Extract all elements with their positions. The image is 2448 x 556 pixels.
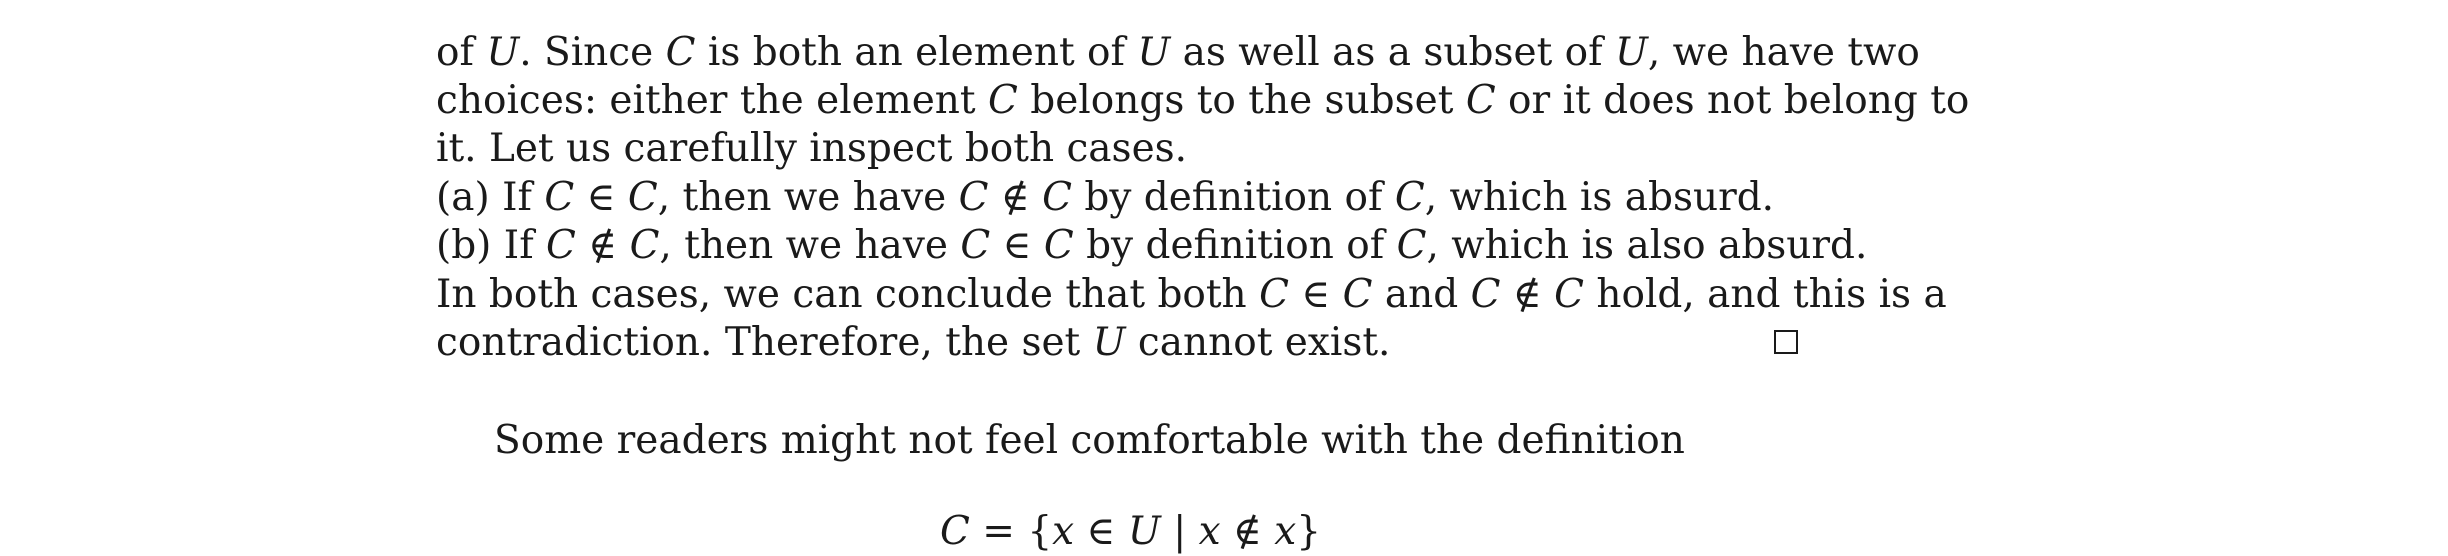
math-var: C: [1043, 223, 1074, 268]
math-var: C: [1342, 272, 1373, 317]
proof-line-6: [436, 271, 1947, 319]
math-var: C: [544, 175, 575, 220]
remark-line: [494, 417, 1685, 465]
text: In both cases, we can conclude that both: [436, 272, 1260, 317]
text: hold, and this is a: [1583, 272, 1947, 317]
text: or it does not belong to: [1495, 78, 1970, 123]
math-rel: ∈: [574, 175, 628, 220]
text: , which is absurd.: [1424, 175, 1775, 220]
text: , which is also absurd.: [1426, 223, 1868, 268]
math-var: U: [486, 30, 520, 75]
math-var: C: [1465, 78, 1496, 123]
qed-box-icon: [1774, 330, 1798, 354]
math-var: C: [960, 223, 991, 268]
math-rel: ∈: [1288, 272, 1343, 317]
math-var: C: [1470, 272, 1501, 317]
text: choices: either the element: [436, 78, 988, 123]
math-rel: ∈: [990, 223, 1044, 268]
case-b: [436, 222, 1868, 270]
text: it. Let us carefully inspect both cases.: [436, 126, 1188, 171]
case-a: [436, 174, 1798, 222]
math-rel: ∈: [1074, 509, 1128, 554]
math-var: C: [940, 509, 970, 554]
text: by definition of: [1073, 223, 1397, 268]
case-label: (a): [436, 175, 490, 220]
math-var: C: [1554, 272, 1584, 317]
display-equation: [940, 508, 1321, 556]
proof-line-1: [436, 29, 1920, 77]
math-var: C: [988, 78, 1018, 123]
proof-line-7: [436, 319, 1798, 367]
math-rel: = {: [969, 509, 1053, 554]
math-var: C: [629, 223, 660, 268]
math-var: C: [958, 175, 989, 220]
math-var: x: [1052, 509, 1075, 554]
math-var: C: [546, 223, 576, 268]
proof-line-2: [436, 77, 1970, 125]
text: by definition of: [1071, 175, 1395, 220]
math-var: U: [1137, 30, 1171, 75]
text: as well as a subset of: [1170, 30, 1615, 75]
math-rel: }: [1296, 509, 1322, 554]
math-var: x: [1274, 509, 1297, 554]
case-label: (b): [436, 223, 492, 268]
text: of: [436, 30, 487, 75]
math-var: U: [1092, 320, 1126, 365]
text: contradiction. Therefore, the set: [436, 320, 1093, 365]
text: Some readers might not feel comfortable with the definition: [494, 418, 1685, 463]
math-var: C: [1394, 175, 1425, 220]
math-var: C: [1396, 223, 1427, 268]
text: If: [489, 175, 545, 220]
text: . Since: [519, 30, 666, 75]
text: cannot exist.: [1125, 320, 1391, 365]
math-var: U: [1127, 509, 1161, 554]
math-rel: ∉: [575, 223, 630, 268]
proof-line-3: [436, 125, 1798, 173]
math-var: C: [1259, 272, 1289, 317]
text: , we have two: [1647, 30, 1920, 75]
text: and: [1372, 272, 1471, 317]
text: , then we have: [657, 175, 959, 220]
math-var: C: [627, 175, 658, 220]
math-var: U: [1614, 30, 1648, 75]
math-rel: ∉: [988, 175, 1043, 220]
math-var: C: [665, 30, 696, 75]
math-rel: |: [1160, 509, 1199, 554]
text: is both an element of: [695, 30, 1138, 75]
text: If: [491, 223, 547, 268]
math-rel: ∉: [1220, 509, 1275, 554]
math-rel: ∉: [1500, 272, 1555, 317]
math-var: C: [1042, 175, 1072, 220]
text: belongs to the subset: [1017, 78, 1466, 123]
math-var: x: [1198, 509, 1221, 554]
text: , then we have: [659, 223, 961, 268]
